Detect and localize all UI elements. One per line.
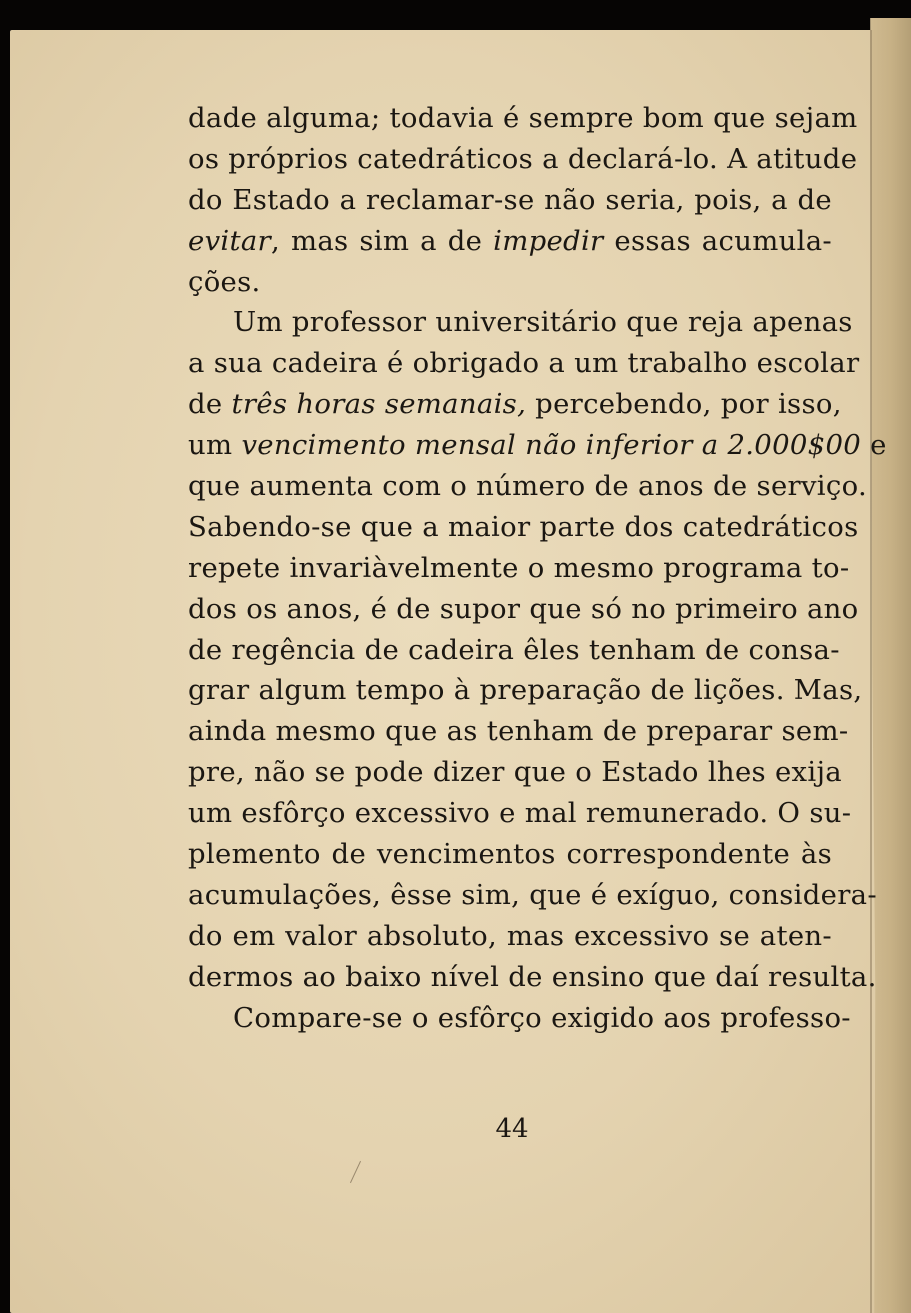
- text-line: grar algum tempo à preparação de lições. Mas,: [188, 674, 863, 707]
- text-line: repete invariàvelmente o mesmo programa to-: [188, 551, 850, 584]
- emphasis-text: evitar: [188, 224, 271, 257]
- text-line: plemento de vencimentos correspondente às: [188, 838, 832, 871]
- body-text: [188, 98, 887, 1038]
- text-line: um vencimento mensal não inferior a 2.000$00 e: [188, 429, 887, 462]
- text-line: Sabendo-se que a maior parte dos catedráticos: [188, 510, 859, 543]
- text-line: a sua cadeira é obrigado a um trabalho escolar: [188, 347, 860, 380]
- page-number: 44: [495, 1114, 529, 1144]
- text-line: que aumenta com o número de anos de serviço.: [188, 470, 868, 503]
- emphasis-text: três horas semanais,: [231, 388, 527, 421]
- text-line: acumulações, êsse sim, que é exíguo, considera-: [188, 878, 877, 911]
- text-line: dade alguma; todavia é sempre bom que sejam: [188, 102, 858, 134]
- text-line: evitar, mas sim a de impedir essas acumula-: [188, 224, 832, 257]
- text-line: de três horas semanais, percebendo, por isso,: [188, 388, 842, 421]
- text-line: do em valor absoluto, mas excessivo se aten-: [188, 919, 832, 952]
- text-line: ções.: [188, 265, 261, 298]
- text-line: os próprios catedráticos a declará-lo. A atitude: [188, 142, 858, 175]
- text-line: um esfôrço excessivo e mal remunerado. O su-: [188, 797, 852, 830]
- text-line: ainda mesmo que as tenham de preparar sem-: [188, 715, 849, 748]
- emphasis-text: vencimento mensal não inferior a 2.000$00: [241, 429, 862, 462]
- text-line: dos os anos, é de supor que só no primeiro ano: [188, 592, 859, 625]
- text-line: de regência de cadeira êles tenham de consa-: [188, 633, 840, 666]
- text-line: Um professor universitário que reja apenas: [233, 306, 853, 339]
- text-line: do Estado a reclamar-se não seria, pois, a de: [188, 183, 832, 216]
- emphasis-text: impedir: [493, 224, 604, 257]
- text-line: pre, não se pode dizer que o Estado lhes exija: [188, 756, 842, 789]
- text-line: Compare-se o esfôrço exigido aos professo-: [233, 1001, 851, 1034]
- text-line: dermos ao baixo nível de ensino que daí resulta.: [188, 960, 877, 993]
